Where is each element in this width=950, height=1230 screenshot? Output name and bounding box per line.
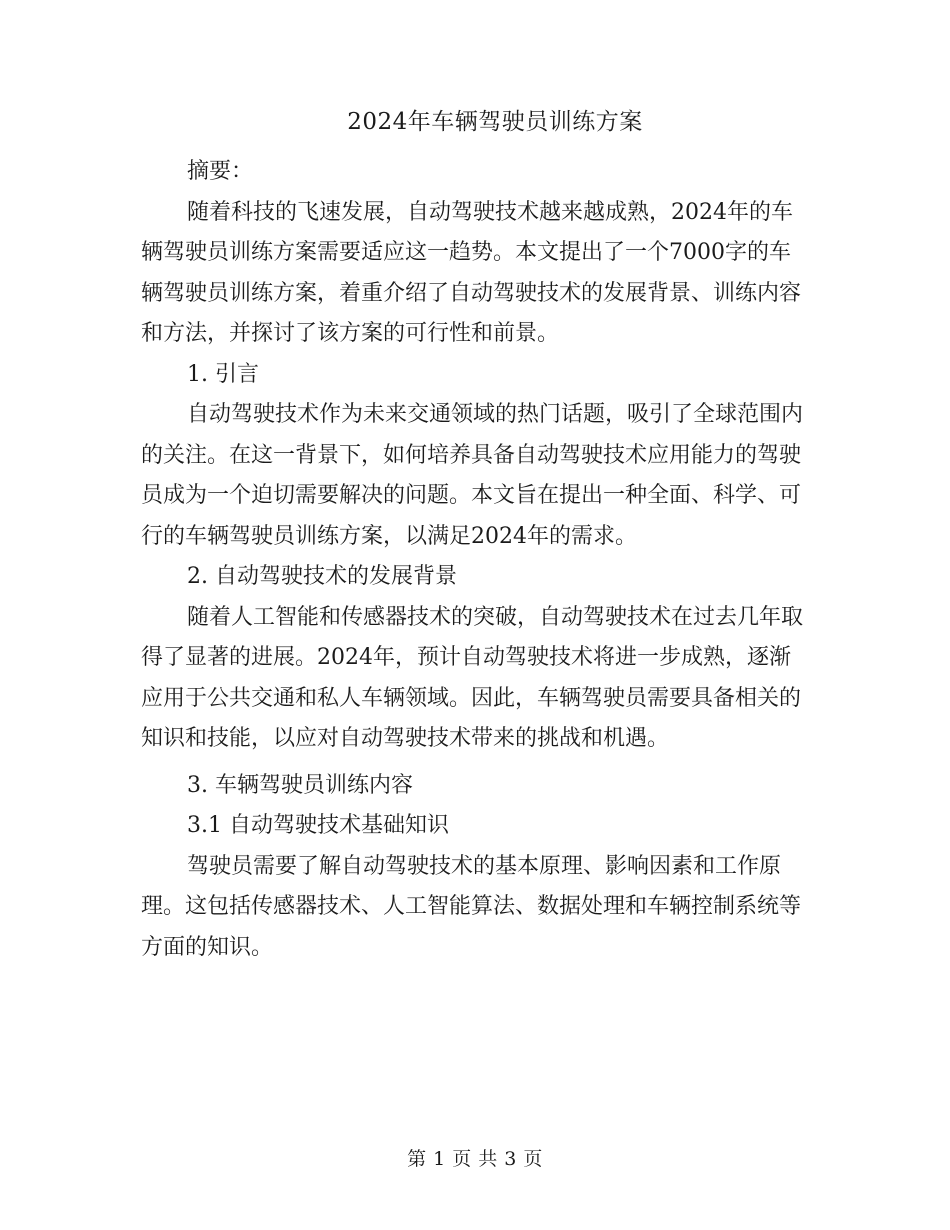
section-heading-background: 2. 自动驾驶技术的发展背景	[187, 564, 457, 589]
document-body	[141, 152, 811, 968]
background-paragraph: 随着人工智能和传感器技术的突破，自动驾驶技术在过去几年取得了显著的进展。2024年，预计自动驾驶技术将进一步成熟，逐渐应用于公共交通和私人车辆领域。因此，车辆驾驶员需要具备相关的知识和技能，以应对自动驾驶技术带来的挑战和机遇。	[141, 604, 804, 751]
document-title: 2024年车辆驾驶员训练方案	[347, 109, 643, 135]
introduction-paragraph: 自动驾驶技术作为未来交通领域的热门话题，吸引了全球范围内的关注。在这一背景下，如何培养具备自动驾驶技术应用能力的驾驶员成为一个迫切需要解决的问题。本文旨在提出一种全面、科学、可行的车辆驾驶员训练方案，以满足2024年的需求。	[141, 402, 804, 549]
page-footer: 第 1 页 共 3 页	[407, 1148, 543, 1170]
abstract-paragraph: 随着科技的飞速发展，自动驾驶技术越来越成熟，2024年的车辆驾驶员训练方案需要适应这一趋势。本文提出了一个7000字的车辆驾驶员训练方案，着重介绍了自动驾驶技术的发展背景、训练内容和方法，并探讨了该方案的可行性和前景。	[141, 199, 802, 346]
subsection-heading-basics: 3.1 自动驾驶技术基础知识	[187, 813, 449, 838]
abstract-heading: 摘要：	[187, 159, 254, 184]
section-heading-training-content: 3. 车辆驾驶员训练内容	[187, 772, 413, 798]
basics-paragraph: 驾驶员需要了解自动驾驶技术的基本原理、影响因素和工作原理。这包括传感器技术、人工智能算法、数据处理和车辆控制系统等方面的知识。	[141, 853, 802, 960]
section-heading-introduction: 1. 引言	[187, 361, 259, 387]
